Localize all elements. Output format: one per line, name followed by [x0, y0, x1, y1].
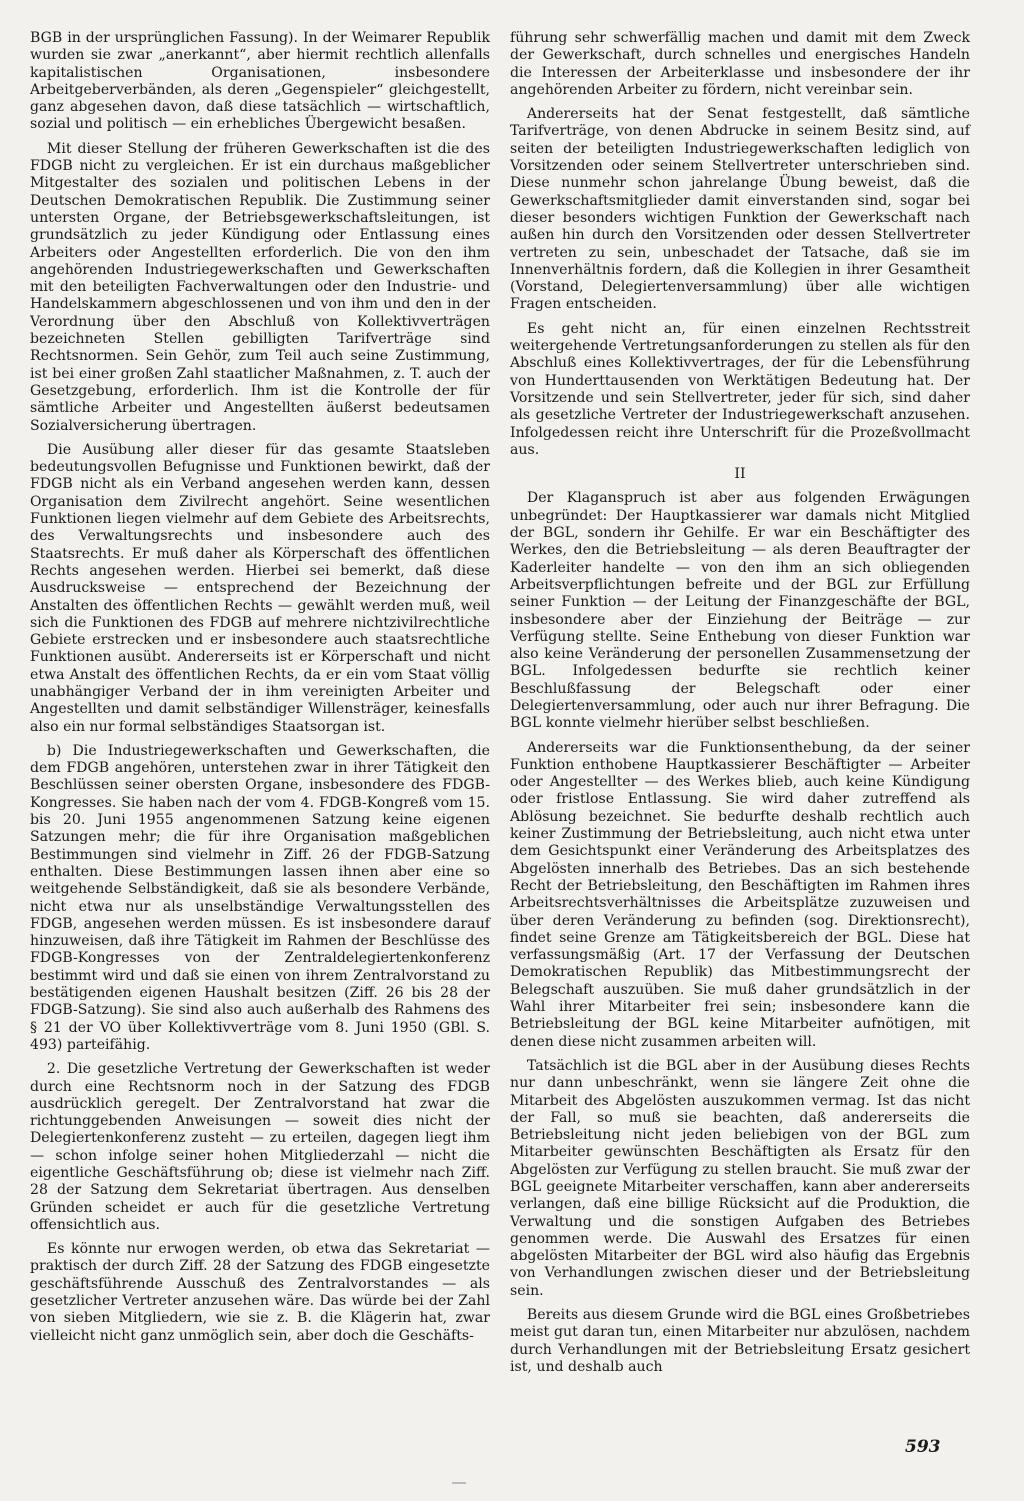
- paragraph: BGB in der ursprünglichen Fassung). In der Weimarer Republik wurden sie zwar „anerkannt“, aber hiermit rechtlich allenfalls kapitalistischen Organisationen, insbesondere Arbeitgeberverbänden, als deren „Gegenspieler“ gleichgestellt, ganz abgesehen davon, daß diese tatsächlich — wirtschaftlich, sozial und politisch — ein erhebliches Übergewicht besaßen.: [30, 30, 490, 133]
- paragraph: Andererseits hat der Senat festgestellt, daß sämtliche Tarifverträge, von denen Abdrucke in seinem Besitz sind, auf seiten der beteiligten Industriegewerkschaften lediglich von Vorsitzenden oder seinem Stellvertreter unterschrieben sind. Diese nunmehr schon jahrelange Übung beweist, daß die Gewerkschaftsmitglieder damit einverstanden sind, sogar bei dieser besonders wichtigen Funktion der Gewerkschaft nach außen hin durch den Vorsitzenden oder dessen Stellvertreter vertreten zu sein, unbeschadet der Tatsache, daß sie im Innenverhältnis fordern, daß die Kollegien in ihrer Gesamtheit (Vorstand, Delegiertenversammlung) über alle wichtigen Fragen entscheiden.: [510, 106, 970, 313]
- paragraph: Andererseits war die Funktionsenthebung, da der seiner Funktion enthobene Hauptkassierer Beschäftigter — Arbeiter oder Angestellter — des Werkes blieb, auch keine Kündigung oder fristlose Entlassung. Sie wird daher zutreffend als Ablösung bezeichnet. Sie bedurfte deshalb rechtlich auch keiner Zustimmung der Betriebsleitung, auch nicht etwa unter dem Gesichtspunkt einer Veränderung des Arbeitsplatzes des Abgelösten innerhalb des Betriebes. Das an sich bestehende Recht der Betriebsleitung, den Beschäftigten im Rahmen ihres Arbeitsrechtsverhältnisses die Arbeitsplätze zuzuweisen und über deren Veränderung zu befinden (sog. Direktionsrecht), findet seine Grenze am Tätigkeitsbereich der BGL. Diese hat verfassungsmäßig (Art. 17 der Verfassung der Deutschen Demokratischen Republik) das Mitbestimmungsrecht der Belegschaft auszuüben. Sie muß daher grundsätzlich in der Wahl ihrer Mitarbeiter frei sein; insbesondere kann die Betriebsleitung der BGL keine Mitarbeiter aufnötigen, mit denen diese nicht zusammen arbeiten will.: [510, 739, 970, 1050]
- paragraph: Der Klaganspruch ist aber aus folgenden Erwägungen unbegründet: Der Hauptkassierer war damals nicht Mitglied der BGL, sondern ihr Gehilfe. Er war ein Beschäftigter des Werkes, den die Betriebsleitung — als deren Beauftragter der Kaderleiter handelte — von den ihm an sich obliegenden Arbeitsverpflichtungen befreite und der BGL zur Erfüllung seiner Funktion — der Leitung der Finanzgeschäfte der BGL, insbesondere aber der Einziehung der Beiträge — zur Verfügung stellte. Seine Enthebung von dieser Funktion war also keine Veränderung der personellen Zusammensetzung der BGL. Infolgedessen bedurfte sie rechtlich keiner Beschlußfassung der Belegschaft oder einer Delegiertenversammlung, oder auch nur ihrer Befragung. Die BGL konnte vielmehr hierüber selbst beschließen.: [510, 490, 970, 732]
- paragraph: Die Ausübung aller dieser für das gesamte Staatsleben bedeutungsvollen Befugnisse und Funktionen bewirkt, daß der FDGB nicht als ein Verband angesehen werden kann, dessen Organisation dem Zivilrecht angehört. Seine wesentlichen Funktionen liegen vielmehr auf dem Gebiete des Arbeitsrechts, des Verwaltungsrechts und insbesondere auch des Staatsrechts. Er muß daher als Körperschaft des öffentlichen Rechts angesehen werden. Hierbei sei bemerkt, daß diese Ausdrucksweise — entsprechend der Bezeichnung der Anstalten des öffentlichen Rechts — gewählt werden muß, weil sich die Funktionen des FDGB auf mehrere nichtzivilrechtliche Gebiete erstrecken und er insbesondere auch staatsrechtliche Funktionen ausübt. Andererseits ist er Körperschaft und nicht etwa Anstalt des öffentlichen Rechts, da er ein vom Staat völlig unabhängiger Verband der in ihm vereinigten Arbeiter und Angestellten und damit selbständiger Willensträger, keinesfalls also ein nur formal selbständiges Staatsorgan ist.: [30, 441, 490, 735]
- print-speck: [452, 1482, 466, 1484]
- page-number: 593: [905, 1437, 941, 1457]
- paragraph: b) Die Industriegewerkschaften und Gewerkschaften, die dem FDGB angehören, unterstehen zwar in ihrer Tätigkeit den Beschlüssen seiner obersten Organe, insbesondere des FDGB-Kongresses. Sie haben nach der vom 4. FDGB-Kongreß vom 15. bis 20. Juni 1955 angenommenen Satzung keine eigenen Satzungen mehr; die für ihre Organisation maßgeblichen Bestimmungen sind vielmehr in Ziff. 26 der FDGB-Satzung enthalten. Diese Bestimmungen lassen ihnen aber eine so weitgehende Selbständigkeit, daß sie als besondere Verbände, nicht etwa nur als unselbständige Verwaltungsstellen des FDGB, angesehen werden müssen. Es ist insbesondere darauf hinzuweisen, daß ihre Tätigkeit im Rahmen der Beschlüsse des FDGB-Kongresses von der Zentraldelegiertenkonferenz bestimmt wird und daß sie einen von ihrem Zentralvorstand zu bestätigenden eigenen Haushalt besitzen (Ziff. 26 bis 28 der FDGB-Satzung). Sie sind also auch außerhalb des Rahmens des § 21 der VO über Kollektivverträge vom 8. Juni 1950 (GBl. S. 493) parteifähig.: [30, 742, 490, 1053]
- paragraph: Bereits aus diesem Grunde wird die BGL eines Großbetriebes meist gut daran tun, einen Mitarbeiter nur abzulösen, nachdem durch Verhandlungen mit der Betriebsleitung Ersatz gesichert ist, und deshalb auch: [510, 1307, 970, 1375]
- paragraph: Mit dieser Stellung der früheren Gewerkschaften ist die des FDGB nicht zu vergleichen. Er ist ein durchaus maßgeblicher Mitgestalter des sozialen und politischen Lebens in der Deutschen Demokratischen Republik. Die Zustimmung seiner untersten Organe, der Betriebsgewerkschaftsleitungen, ist grundsätzlich zu jeder Kündigung oder Entlassung eines Arbeiters oder Angestellten erforderlich. Die von den ihm angehörenden Industriegewerkschaften und Gewerkschaften mit den beteiligten Fachverwaltungen oder den Industrie- und Handelskammern abgeschlossenen und von ihm und den in der Verordnung über den Abschluß von Kollektivverträgen bezeichneten Stellen gebilligten Tarifverträge sind Rechtsnormen. Sein Gehör, zum Teil auch seine Zustimmung, ist bei einer großen Zahl staatlicher Maßnahmen, z. T. auch der Gesetzgebung, erforderlich. Ihm ist die Kontrolle der für sämtliche Arbeiter und Angestellten äußerst bedeutsamen Sozialversicherung übertragen.: [30, 140, 490, 434]
- paragraph: führung sehr schwerfällig machen und damit mit dem Zweck der Gewerkschaft, durch schnelles und energisches Handeln die Interessen der Arbeiterklasse und insbesondere der ihr angehörenden Arbeiter zu fördern, nicht vereinbar sein.: [510, 30, 970, 98]
- paragraph: 2. Die gesetzliche Vertretung der Gewerkschaften ist weder durch eine Rechtsnorm noch in der Satzung des FDGB ausdrücklich geregelt. Der Zentralvorstand hat zwar die richtunggebenden Anweisungen — soweit dies nicht der Delegiertenkonferenz zusteht — zu erteilen, dagegen liegt ihm — schon infolge seiner hohen Mitgliederzahl — nicht die eigentliche Geschäftsführung ob; diese ist vielmehr nach Ziff. 28 der Satzung dem Sekretariat übertragen. Aus denselben Gründen scheidet er auch für die gesetzliche Vertretung offensichtlich aus.: [30, 1061, 490, 1233]
- right-column: [510, 30, 970, 1383]
- paragraph: Es geht nicht an, für einen einzelnen Rechtsstreit weitergehende Vertretungsanforderungen zu stellen als für den Abschluß eines Kollektivvertrages, der für die Lebensführung von Hunderttausenden von Werktätigen Bedeutung hat. Der Vorsitzende und sein Stellvertreter, jeder für sich, sind daher als gesetzliche Vertreter der Industriegewerkschaft anzusehen. Infolgedessen reicht ihre Unterschrift für die Prozeßvollmacht aus.: [510, 320, 970, 458]
- left-column: [30, 30, 490, 1352]
- section-heading: II: [734, 466, 746, 483]
- paragraph: Es könnte nur erwogen werden, ob etwa das Sekretariat — praktisch der durch Ziff. 28 der Satzung des FDGB eingesetzte geschäftsführende Ausschuß des Zentralvorstandes — als gesetzlicher Vertreter anzusehen wäre. Das würde bei der Zahl von sieben Mitgliedern, wie sie z. B. die Klägerin hat, zwar vielleicht nicht ganz unmöglich sein, aber doch die Geschäfts-: [30, 1241, 490, 1344]
- paragraph: Tatsächlich ist die BGL aber in der Ausübung dieses Rechts nur dann unbeschränkt, wenn sie längere Zeit ohne die Mitarbeit des Abgelösten auszukommen vermag. Ist das nicht der Fall, so muß sie beachten, daß andererseits die Betriebsleitung nicht jeden beliebigen von der BGL zum Mitarbeiter gewünschten Beschäftigten als Ersatz für den Abgelösten zur Verfügung zu stellen braucht. Sie muß zwar der BGL geeignete Mitarbeiter verschaffen, kann aber andererseits verlangen, daß eine billige Rücksicht auf die Produktion, die Verwaltung und die sonstigen Aufgaben des Betriebes genommen werde. Die Auswahl des Ersatzes für einen abgelösten Mitarbeiter der BGL wird also häufig das Ergebnis von Verhandlungen zwischen dieser und der Betriebsleitung sein.: [510, 1057, 970, 1299]
